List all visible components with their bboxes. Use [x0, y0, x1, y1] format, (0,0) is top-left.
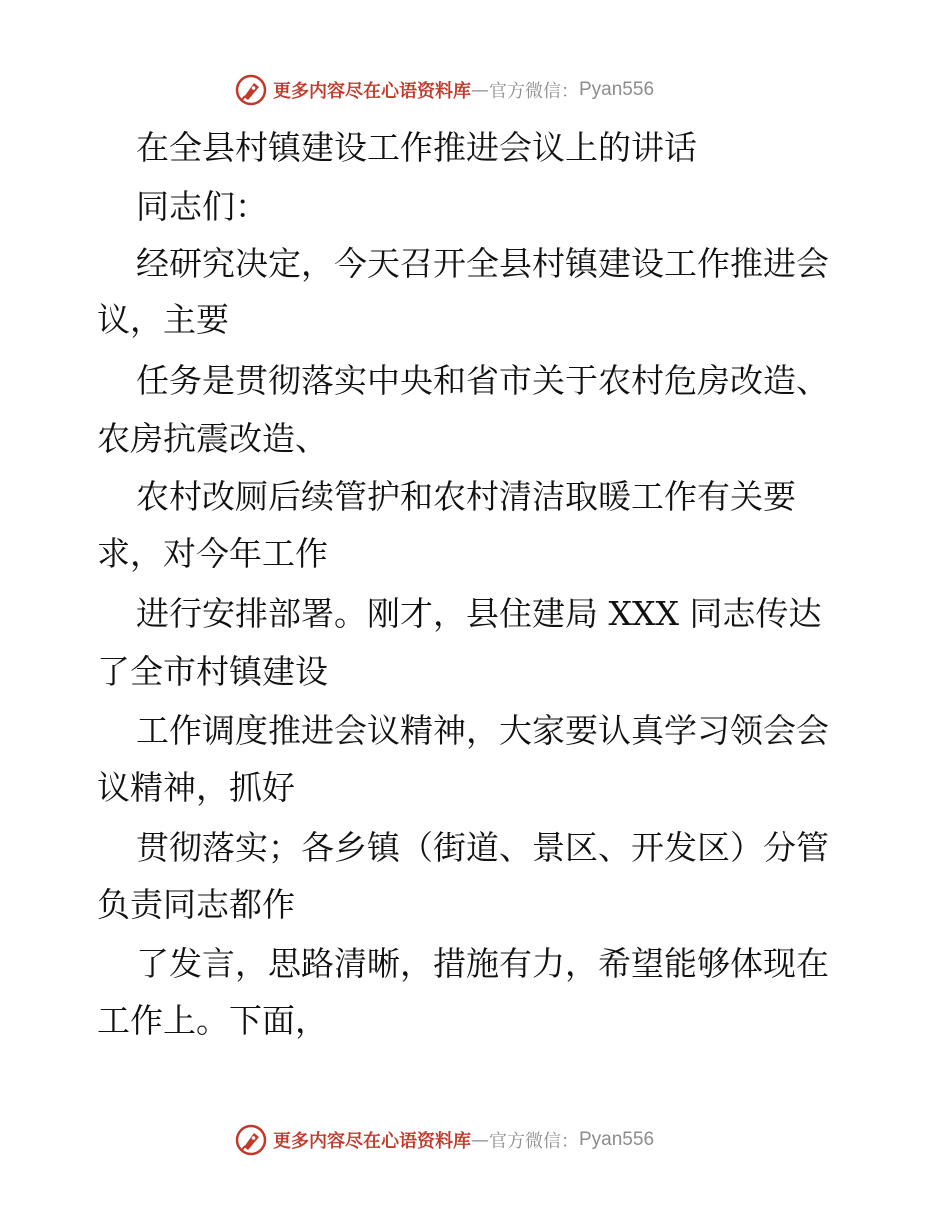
- watermark-brand-text: 更多内容尽在心语资料库: [273, 81, 471, 102]
- watermark-brand-text: 更多内容尽在心语资料库: [273, 1131, 471, 1152]
- paragraph-line: 进行安排部署。刚才，县住建局 XXX 同志传达: [136, 594, 822, 633]
- pen-nib-logo-icon: [235, 1124, 267, 1156]
- paragraph-line: 工作上。下面，: [97, 1001, 328, 1040]
- watermark-wechat-handle: Pyan556: [579, 79, 655, 100]
- paragraph-line: 任务是贯彻落实中央和省市关于农村危房改造、: [136, 361, 829, 400]
- watermark-dash: —: [471, 79, 489, 101]
- watermark-dash: —: [471, 1129, 489, 1151]
- paragraph-line: 了全市村镇建设: [97, 652, 328, 691]
- watermark-wechat-label: 官方微信：: [489, 1131, 579, 1152]
- paragraph-line: 负责同志都作: [97, 885, 295, 924]
- document-salutation: 同志们：: [136, 187, 268, 226]
- paragraph-line: 求，对今年工作: [97, 534, 328, 573]
- paragraph-line: 议，主要: [97, 300, 229, 339]
- document-title: 在全县村镇建设工作推进会议上的讲话: [136, 128, 697, 167]
- paragraph-line: 了发言，思路清晰，措施有力，希望能够体现在: [136, 944, 829, 983]
- watermark-wechat-label: 官方微信：: [489, 81, 579, 102]
- paragraph-line: 贯彻落实；各乡镇（街道、景区、开发区）分管: [136, 828, 829, 867]
- footer-watermark: [235, 1122, 654, 1158]
- paragraph-line: 农村改厕后续管护和农村清洁取暖工作有关要: [136, 477, 796, 516]
- paragraph-line: 农房抗震改造、: [97, 419, 328, 458]
- watermark-wechat-handle: Pyan556: [579, 1129, 655, 1150]
- paragraph-line: 议精神，抓好: [97, 768, 295, 807]
- paragraph-line: 经研究决定，今天召开全县村镇建设工作推进会: [136, 244, 829, 283]
- paragraph-line: 工作调度推进会议精神，大家要认真学习领会会: [136, 711, 829, 750]
